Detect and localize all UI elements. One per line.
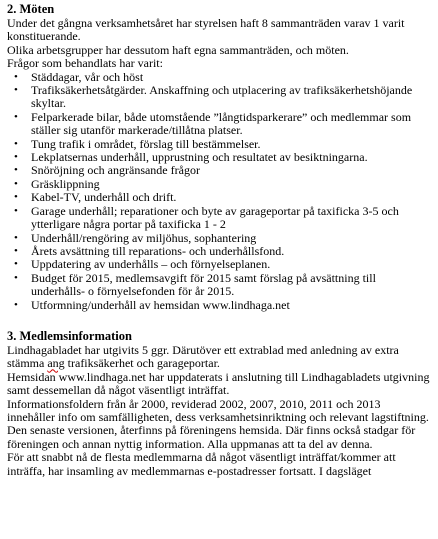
bullet-icon: • bbox=[14, 137, 18, 150]
meetings-intro-line-1: Under det gångna verksamhetsåret har styrelsen haft 8 sammanträden varav 1 varit konstituerande. bbox=[7, 16, 405, 44]
bullet-icon: • bbox=[14, 151, 18, 164]
list-item: • Underhåll/rengöring av miljöhus, sophantering bbox=[14, 230, 257, 245]
list-item: • Uppdatering av underhålls – och förnyelseplanen. bbox=[14, 257, 271, 272]
list-item: • Garage underhåll; reparationer och byte av garageportar på taxificka 3-5 och ytterligare några portar på taxificka 1 - 2 bbox=[14, 203, 399, 232]
bullet-icon: • bbox=[14, 271, 18, 284]
meetings-intro-line-3: Frågor som behandlats har varit: bbox=[7, 56, 163, 71]
list-item: • Snöröjning och angränsande frågor bbox=[14, 163, 200, 178]
topics-list bbox=[7, 71, 430, 312]
list-item: • Städdagar, vår och höst bbox=[14, 69, 144, 84]
section-3-heading: 3. Medlemsinformation bbox=[7, 328, 132, 343]
list-item: • Tung trafik i området, förslag till bestämmelser. bbox=[14, 136, 261, 151]
bullet-icon: • bbox=[14, 298, 18, 311]
list-item: • Utformning/underhåll av hemsidan www.lindhaga.net bbox=[14, 297, 290, 312]
bullet-icon: • bbox=[14, 258, 18, 271]
list-item: • Lekplatsernas underhåll, upprustning och resultatet av besiktningarna. bbox=[14, 150, 368, 165]
meetings-intro-line-2: Olika arbetsgrupper har dessutom haft egna sammanträden, och möten. bbox=[7, 42, 349, 57]
list-item: • Trafiksäkerhetsåtgärder. Anskaffning och utplacering av trafiksäkerhetshöjande skyltar. bbox=[14, 83, 413, 111]
section-2-heading: 2. Möten bbox=[7, 2, 55, 16]
spellcheck-underlined-word: ang bbox=[47, 356, 65, 371]
paragraph-lindhagabladet: Lindhagabladet har utgivits 5 ggr. Därutöver ett extrablad med anledning av extra stämma ang trafiksäkerhet och garageportar. bbox=[7, 342, 399, 371]
bullet-icon: • bbox=[14, 84, 18, 97]
bullet-icon: • bbox=[14, 110, 18, 123]
bullet-icon: • bbox=[14, 244, 18, 257]
list-item: • Budget för 2015, medlemsavgift för 2015 samt förslag på avsättning till underhålls- o förnyelsefonden för år 2015. bbox=[14, 270, 376, 299]
bullet-icon: • bbox=[14, 164, 18, 177]
bullet-icon: • bbox=[14, 70, 18, 83]
bullet-icon: • bbox=[14, 177, 18, 190]
bullet-icon: • bbox=[14, 204, 18, 217]
paragraph-hemsidan: Hemsidan www.lindhaga.net har uppdaterats i anslutning till Lindhagabladets utgivning samt dessemellan då något väsentligt inträffat. bbox=[7, 369, 430, 398]
paragraph-epost: För att snabbt nå de flesta medlemmarna då något väsentligt inträffat/kommer att inträffa, har insamling av medlemmarnas e-postadresser fortsatt. I dagsläget bbox=[7, 450, 396, 478]
list-item: • Felparkerade bilar, både utomstående ”långtidsparkerare” och medlemmar som ställer sig utanför markerade/tillåtna platser. bbox=[14, 109, 412, 138]
list-item: • Gräsklippning bbox=[14, 176, 100, 191]
list-item: • Kabel-TV, underhåll och drift. bbox=[14, 190, 177, 205]
bullet-icon: • bbox=[14, 191, 18, 204]
list-item: • Årets avsättning till reparations- och underhållsfond. bbox=[14, 243, 285, 258]
paragraph-informationsfoldern: Informationsfoldern från år 2000, reviderad 2002, 2007, 2010, 2011 och 2013 innehåller info om samfälligheten, dess verksamhetsinriktning och relevant lagstiftning. Den senaste versionen, återfinns på föreningens hemsida. Där finns också stadgar för föreningen och annan nyttig information. Alla uppmanas att ta del av denna. bbox=[7, 396, 429, 451]
bullet-icon: • bbox=[14, 231, 18, 244]
